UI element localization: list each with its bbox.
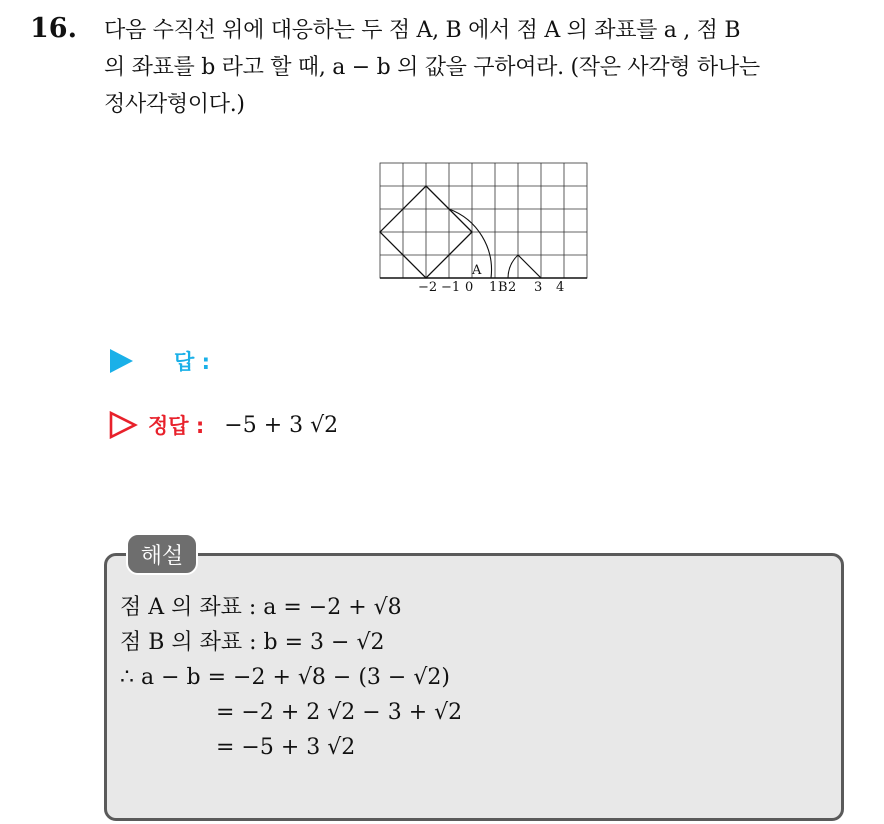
- solution-line-3: ∴ a − b = −2 + √8 − (3 − √2): [120, 665, 450, 690]
- solution-lines: [120, 590, 462, 765]
- solution-line-1: 점 A 의 좌표 : a = −2 + √8: [120, 595, 402, 620]
- solution-line-5: = −5 + 3 √2: [216, 735, 356, 760]
- tick-label-2: 2: [508, 280, 517, 295]
- problem-text: [104, 12, 874, 123]
- number-line-figure: [368, 158, 588, 300]
- tick-label-4: 4: [556, 280, 565, 295]
- arc-to-a: [449, 209, 491, 278]
- tick-label-3: 3: [534, 280, 543, 295]
- triangle-side: [518, 255, 541, 278]
- tick-label-1: 1: [489, 280, 498, 295]
- answer-label: 답 :: [174, 350, 210, 374]
- grid-border: [380, 163, 587, 278]
- answer-row: [108, 346, 210, 376]
- tick-label-minus-1: −1: [441, 280, 461, 295]
- problem-line-2: 의 좌표를 b 라고 할 때, a − b 의 값을 구하여라. (작은 사각형 하나는: [104, 55, 760, 80]
- play-triangle-icon: [108, 348, 134, 374]
- tick-label-0: 0: [465, 280, 474, 295]
- problem-line-1: 다음 수직선 위에 대응하는 두 점 A, B 에서 점 A 의 좌표를 a , 점 B: [104, 18, 741, 43]
- grid: [380, 163, 587, 278]
- solution-tab: 해설: [126, 533, 198, 575]
- problem-line-3: 정사각형이다.): [104, 92, 245, 117]
- outline-triangle-icon: [108, 411, 138, 439]
- correct-answer-label: 정답 :: [148, 414, 205, 438]
- correct-answer-row: [108, 408, 338, 442]
- point-a-label: A: [472, 263, 482, 278]
- solution-line-4: = −2 + 2 √2 − 3 + √2: [216, 700, 463, 725]
- point-b-label: B: [498, 280, 508, 295]
- arc-to-b: [508, 255, 518, 278]
- tick-label-minus-2: −2: [418, 280, 438, 295]
- correct-answer-value: −5 + 3 √2: [224, 412, 339, 438]
- problem-number: 16.: [30, 13, 77, 44]
- solution-line-2: 점 B 의 좌표 : b = 3 − √2: [120, 630, 385, 655]
